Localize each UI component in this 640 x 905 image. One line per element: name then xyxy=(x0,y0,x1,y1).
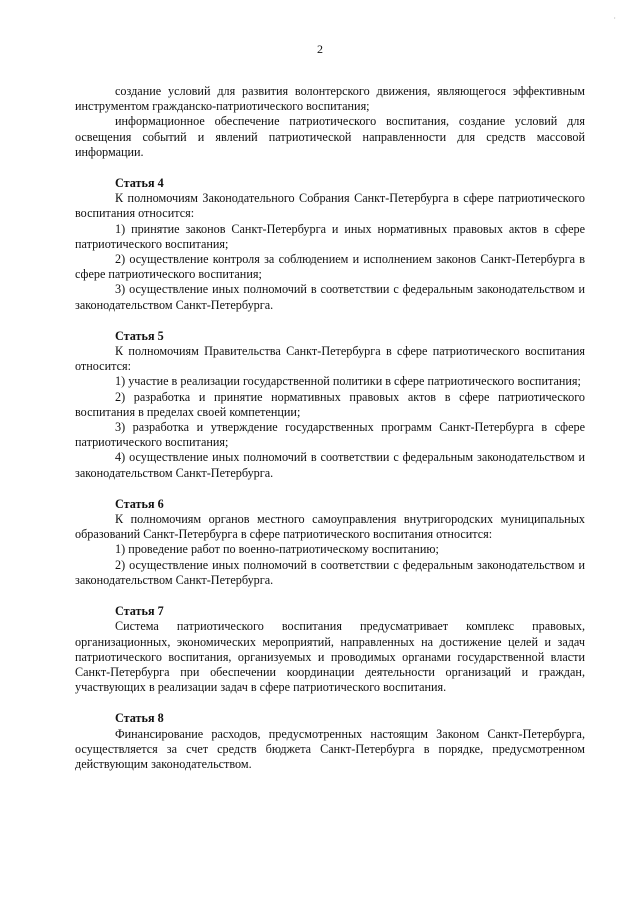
intro-paragraph: информационное обеспечение патриотического воспитания, создание условий для освещения событий и явлений патриотической направленности для средств массовой информации. xyxy=(75,114,585,159)
article-paragraph: 2) осуществление иных полномочий в соответствии с федеральным законодательством и законодательством Санкт-Петербурга. xyxy=(75,557,585,587)
article-paragraph: 2) осуществление контроля за соблюдением и исполнением законов Санкт-Петербурга в сфере патриотического воспитания; xyxy=(75,252,585,282)
page-number: 2 xyxy=(317,42,323,56)
article-paragraph: Система патриотического воспитания предусматривает комплекс правовых, организационных, экономических мероприятий, направленных на достижение целей и задач патриотического воспитания, организуемых и проводимых органами государственной власти Санкт-Петербурга при обеспечении координации деятельности организаций и граждан, участвующих в реализации задач в сфере патриотического воспитания. xyxy=(75,619,585,695)
article-paragraph: Финансирование расходов, предусмотренных настоящим Законом Санкт-Петербурга, осуществляется за счет средств бюджета Санкт-Петербурга в порядке, предусмотренном действующим законодательством. xyxy=(75,726,585,771)
intro-paragraph: создание условий для развития волонтерского движения, являющегося эффективным инструментом гражданско-патриотического воспитания; xyxy=(75,84,585,114)
article-heading: Статья 5 xyxy=(115,328,164,343)
intro-section xyxy=(75,84,585,160)
article-paragraph: 1) принятие законов Санкт-Петербурга и иных нормативных правовых актов в сфере патриотического воспитания; xyxy=(75,221,585,251)
article-paragraph: 1) участие в реализации государственной политики в сфере патриотического воспитания; xyxy=(115,374,581,389)
article-heading: Статья 7 xyxy=(115,604,164,619)
article-paragraph: К полномочиям Законодательного Собрания Санкт-Петербурга в сфере патриотического воспитания относится: xyxy=(75,191,585,221)
article-paragraph: К полномочиям Правительства Санкт-Петербурга в сфере патриотического воспитания относится: xyxy=(75,344,585,374)
article-heading: Статья 4 xyxy=(115,176,164,191)
article-paragraph: К полномочиям органов местного самоуправления внутригородских муниципальных образований Санкт-Петербурга в сфере патриотического воспитания относится: xyxy=(75,512,585,542)
article-paragraph: 2) разработка и принятие нормативных правовых актов в сфере патриотического воспитания в пределах своей компетенции; xyxy=(75,389,585,419)
article-paragraph: 4) осуществление иных полномочий в соответствии с федеральным законодательством и законодательством Санкт-Петербурга. xyxy=(75,450,585,480)
article-paragraph: 1) проведение работ по военно-патриотическому воспитанию; xyxy=(115,542,439,557)
corner-mark: · xyxy=(613,14,616,23)
article-8 xyxy=(75,711,585,772)
article-heading: Статья 8 xyxy=(115,711,164,726)
article-6 xyxy=(75,497,585,588)
article-heading: Статья 6 xyxy=(115,496,164,511)
article-5 xyxy=(75,329,585,481)
article-7 xyxy=(75,604,585,695)
article-4 xyxy=(75,176,585,313)
article-paragraph: 3) осуществление иных полномочий в соответствии с федеральным законодательством и законодательством Санкт-Петербурга. xyxy=(75,282,585,312)
document-body xyxy=(75,84,585,772)
article-paragraph: 3) разработка и утверждение государственных программ Санкт-Петербурга в сфере патриотического воспитания; xyxy=(75,420,585,450)
